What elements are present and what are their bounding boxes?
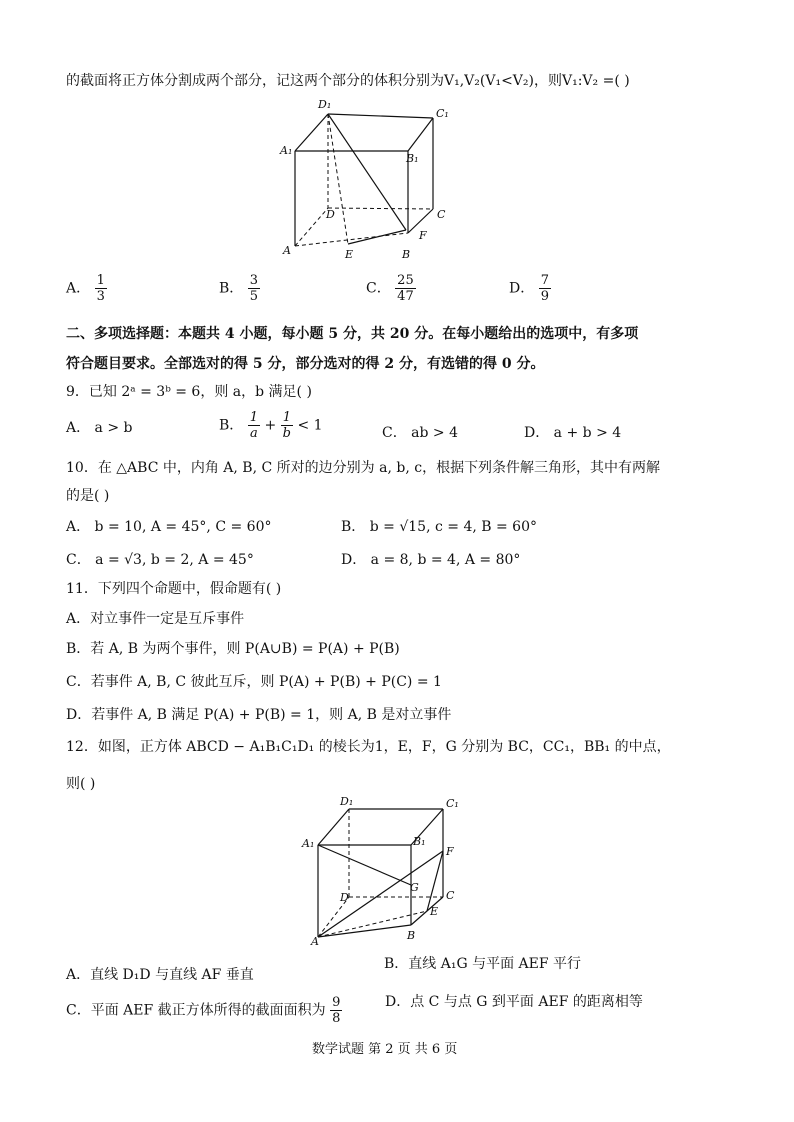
q12-label-C: C — [446, 889, 455, 902]
q8-label-C1: C₁ — [436, 107, 449, 120]
q8-option-d-label: D． — [509, 280, 535, 297]
q9-option-b[interactable] — [219, 410, 323, 441]
q10-stem: 10．在 △ABC 中，内角 A, B, C 所对的边分别为 a, b, c，根据下列条件解三角形，其中有两解 — [66, 460, 661, 476]
q12-label-A: A — [311, 935, 319, 947]
q12-label-A1: A₁ — [302, 837, 315, 850]
q10-option-a[interactable]: A． b = 10, A = 45°, C = 60° — [66, 519, 272, 535]
q8-option-b-label: B． — [219, 280, 244, 297]
page-footer: 数学试题 第 2 页 共 6 页 — [312, 1042, 458, 1057]
q12-label-F: F — [446, 845, 454, 858]
q12-option-c-fraction: $\frac{9}{8}$ — [332, 995, 341, 1026]
q12-option-c-text: C．平面 AEF 截正方体所得的截面面积为 — [66, 1002, 326, 1019]
section2-heading-line2: 符合题目要求。全部选对的得 5 分，部分选对的得 2 分，有选错的得 0 分。 — [66, 356, 545, 372]
q9-option-a[interactable]: A． a > b — [66, 420, 133, 436]
q8-label-D: D — [326, 208, 335, 221]
q8-option-a-label: A． — [66, 280, 91, 297]
q12-cube-figure — [296, 795, 471, 947]
q8-option-d-fraction: $\frac{7}{9}$ — [540, 273, 549, 304]
q12-stem-line2: 则( ) — [66, 776, 96, 792]
q12-label-C1: C₁ — [446, 797, 459, 810]
q8-option-d[interactable] — [509, 273, 551, 304]
q9-option-c[interactable]: C． ab > 4 — [382, 425, 459, 441]
q8-label-A1: A₁ — [280, 144, 293, 157]
q9-option-d[interactable]: D． a + b > 4 — [524, 425, 622, 441]
q10-option-b[interactable]: B． b = √15, c = 4, B = 60° — [341, 519, 537, 535]
q8-option-a-fraction: $\frac{1}{3}$ — [96, 273, 105, 304]
q9-stem: 9．已知 2ᵃ = 3ᵇ = 6，则 a，b 满足( ) — [66, 384, 312, 400]
q8-label-C: C — [437, 208, 446, 221]
q8-label-F: F — [419, 229, 427, 242]
q12-option-d[interactable]: D．点 C 与点 G 到平面 AEF 的距离相等 — [385, 994, 643, 1010]
q8-label-B: B — [402, 248, 411, 261]
q12-label-B: B — [407, 929, 416, 942]
q11-option-a[interactable]: A．对立事件一定是互斥事件 — [66, 611, 245, 627]
q9-option-b-end: < 1 — [297, 417, 323, 434]
q11-option-c[interactable]: C．若事件 A, B, C 彼此互斥，则 P(A) + P(B) + P(C) = 1 — [66, 674, 442, 690]
q12-option-b[interactable]: B．直线 A₁G 与平面 AEF 平行 — [384, 956, 582, 972]
q8-label-E: E — [345, 248, 354, 261]
q12-label-B1: B₁ — [413, 835, 426, 848]
q8-option-c[interactable] — [366, 273, 416, 304]
q11-stem: 11．下列四个命题中，假命题有( ) — [66, 581, 282, 597]
q9-option-b-frac-a: $\frac{1}{a}$ — [249, 410, 259, 441]
q8-label-D1: D₁ — [318, 98, 332, 111]
q9-option-b-frac-b: $\frac{1}{b}$ — [282, 410, 291, 441]
q10-option-d[interactable]: D． a = 8, b = 4, A = 80° — [341, 552, 521, 568]
q8-cube-figure — [278, 96, 458, 266]
q12-label-G: G — [410, 881, 419, 894]
q8-option-b[interactable] — [219, 273, 260, 304]
q10-option-c[interactable]: C． a = √3, b = 2, A = 45° — [66, 552, 254, 568]
q12-label-E: E — [430, 905, 439, 918]
q8-option-b-fraction: $\frac{3}{5}$ — [249, 273, 259, 304]
section2-heading: 二、多项选择题：本题共 4 小题，每小题 5 分，共 20 分。在每小题给出的选项中，有多项 — [66, 326, 639, 342]
q9-option-b-plus: + — [264, 417, 277, 434]
q8-option-c-fraction: $\frac{25}{47}$ — [397, 273, 414, 304]
q12-label-D: D — [340, 891, 349, 904]
q8-option-c-label: C． — [366, 280, 391, 297]
q8-stem: 的截面将正方体分割成两个部分，记这两个部分的体积分别为V₁,V₂(V₁<V₂)，则V₁:V₂ =( ) — [66, 73, 630, 89]
q12-option-a[interactable]: A．直线 D₁D 与直线 AF 垂直 — [66, 967, 254, 983]
q8-label-B1: B₁ — [406, 152, 419, 165]
q12-stem: 12．如图，正方体 ABCD − A₁B₁C₁D₁ 的棱长为1，E，F，G 分别为 BC，CC₁，BB₁ 的中点， — [66, 739, 671, 755]
q9-option-b-label: B． — [219, 417, 244, 434]
q10-stem-line2: 的是( ) — [66, 488, 110, 504]
q12-option-c[interactable] — [66, 995, 342, 1026]
q11-option-d[interactable]: D．若事件 A, B 满足 P(A) + P(B) = 1，则 A, B 是对立事件 — [66, 707, 452, 723]
q8-label-A: A — [283, 244, 291, 257]
q11-option-b[interactable]: B．若 A, B 为两个事件，则 P(A∪B) = P(A) + P(B) — [66, 641, 400, 657]
q8-option-a[interactable] — [66, 273, 107, 304]
q12-label-D1: D₁ — [340, 795, 354, 808]
